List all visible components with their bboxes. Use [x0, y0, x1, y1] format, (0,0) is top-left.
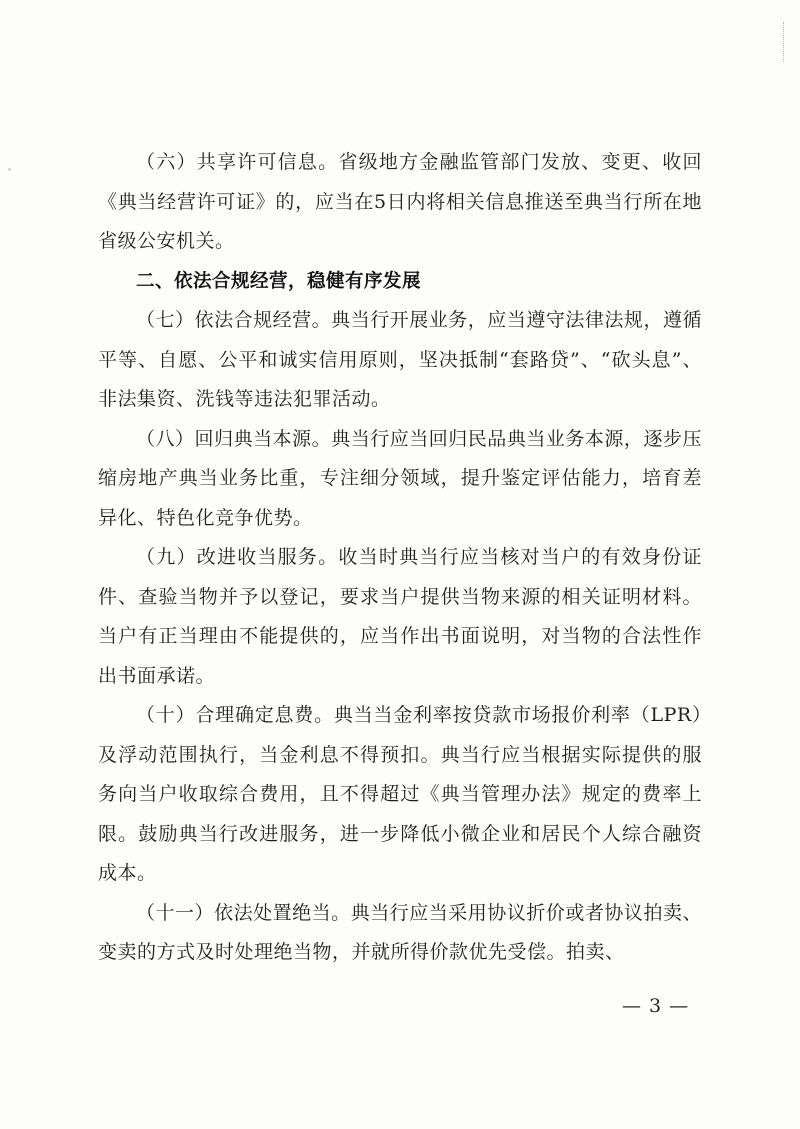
section-heading-compliance: 二、依法合规经营，稳健有序发展 — [136, 270, 422, 292]
document-body — [98, 143, 702, 973]
paragraph-6-share-license-info: （六）共享许可信息。省级地方金融监管部门发放、变更、收回《典当经营许可证》的，应当在5日内将相关信息推送至典当行所在地省级公安机关。 — [98, 151, 702, 252]
paragraph-10-fees: （十）合理确定息费。典当当金利率按贷款市场报价利率（LPR）及浮动范围执行，当金利息不得预扣。典当行应当根据实际提供的服务向当户收取综合费用，且不得超过《典当管理办法》规定的费率上限。鼓励典当行改进服务，进一步降低小微企业和居民个人综合融资成本。 — [98, 704, 702, 884]
scan-edge-mark — [783, 22, 786, 62]
paragraph-11-disposal: （十一）依法处置绝当。典当行应当采用协议折价或者协议拍卖、变卖的方式及时处理绝当物，并就所得价款优先受偿。拍卖、 — [98, 901, 702, 963]
scan-speck — [8, 168, 11, 171]
paragraph-7-lawful-operation: （七）依法合规经营。典当行开展业务，应当遵守法律法规，遵循平等、自愿、公平和诚实信用原则，坚决抵制“套路贷”、“砍头息”、非法集资、洗钱等违法犯罪活动。 — [98, 309, 702, 410]
paragraph-8-return-to-origin: （八）回归典当本源。典当行应当回归民品典当业务本源，逐步压缩房地产典当业务比重，专注细分领域，提升鉴定评估能力，培育差异化、特色化竞争优势。 — [98, 427, 702, 529]
paragraph-9-improve-service: （九）改进收当服务。收当时典当行应当核对当户的有效身份证件、查验当物并予以登记，要求当户提供当物来源的相关证明材料。当户有正当理由不能提供的，应当作出书面说明，对当物的合法性作出书面承诺。 — [98, 546, 702, 687]
page-number: — 3 — — [622, 995, 690, 1017]
